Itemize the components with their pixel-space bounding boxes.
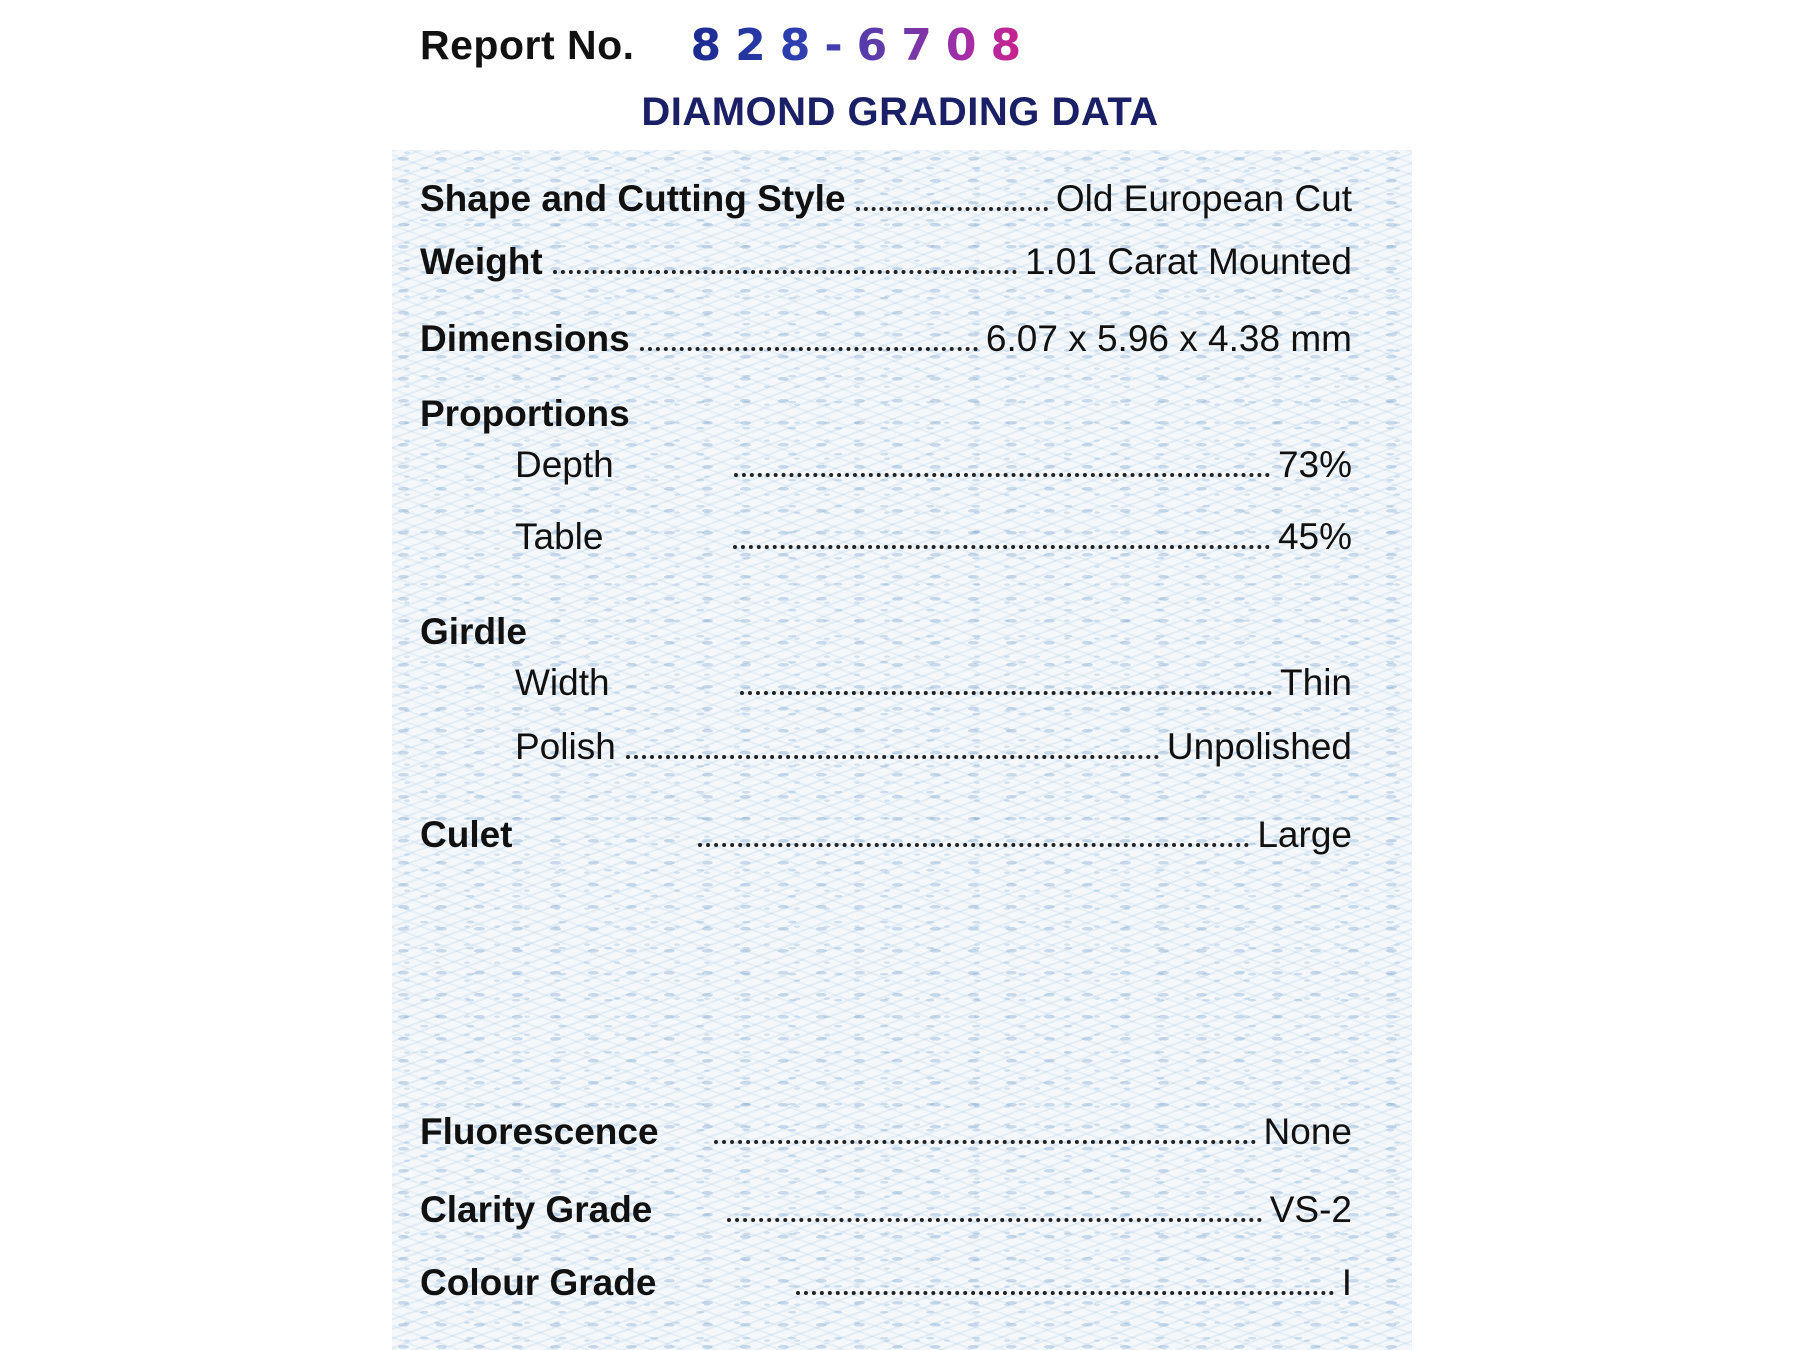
row-clarity: [420, 1183, 1352, 1231]
row-fluorescence: [420, 1105, 1352, 1153]
row-weight: [420, 235, 1352, 283]
table-value: 45%: [1277, 516, 1352, 557]
leader-dots: [626, 755, 1159, 759]
colour-label: Colour Grade: [420, 1262, 657, 1303]
clarity-label: Clarity Grade: [420, 1189, 653, 1230]
leader-dots: [856, 207, 1048, 211]
leader-dots: [553, 270, 1017, 274]
girdle-polish-value: Unpolished: [1166, 726, 1352, 767]
row-table: [420, 510, 1352, 558]
weight-label: Weight: [420, 241, 543, 282]
shape-value: Old European Cut: [1055, 178, 1352, 219]
table-label: Table: [515, 516, 604, 557]
leader-dots: [733, 545, 1269, 549]
proportions-heading: Proportions: [420, 393, 630, 434]
row-depth: [420, 438, 1352, 486]
page-title: DIAMOND GRADING DATA: [641, 90, 1159, 134]
shape-label: Shape and Cutting Style: [420, 178, 846, 219]
leader-dots: [714, 1140, 1256, 1144]
leader-dots: [698, 843, 1250, 847]
report-number: 828-6708: [690, 19, 1036, 71]
fluorescence-label: Fluorescence: [420, 1111, 659, 1152]
dimensions-value: 6.07 x 5.96 x 4.38 mm: [985, 318, 1352, 359]
leader-dots: [740, 691, 1272, 695]
weight-value: 1.01 Carat Mounted: [1024, 241, 1352, 282]
leader-dots: [727, 1218, 1261, 1222]
culet-value: Large: [1257, 814, 1352, 855]
girdle-heading: Girdle: [420, 611, 527, 652]
report-header: [420, 14, 1035, 76]
depth-value: 73%: [1277, 444, 1352, 485]
row-shape: [420, 172, 1352, 220]
leader-dots: [734, 473, 1270, 477]
leader-dots: [796, 1291, 1333, 1295]
clarity-value: VS-2: [1269, 1189, 1352, 1230]
dimensions-label: Dimensions: [420, 318, 630, 359]
row-colour: [420, 1256, 1352, 1304]
girdle-width-label: Width: [515, 662, 610, 703]
row-girdle-polish: [420, 720, 1352, 768]
leader-dots: [640, 347, 978, 351]
girdle-polish-label: Polish: [515, 726, 616, 767]
fluorescence-value: None: [1263, 1111, 1352, 1152]
depth-label: Depth: [515, 444, 614, 485]
row-dimensions: [420, 312, 1352, 360]
girdle-width-value: Thin: [1280, 662, 1352, 703]
report-label: Report No.: [420, 21, 635, 68]
row-culet: [420, 808, 1352, 856]
colour-value: I: [1341, 1262, 1352, 1303]
row-girdle-width: [420, 656, 1352, 704]
culet-label: Culet: [420, 814, 513, 855]
